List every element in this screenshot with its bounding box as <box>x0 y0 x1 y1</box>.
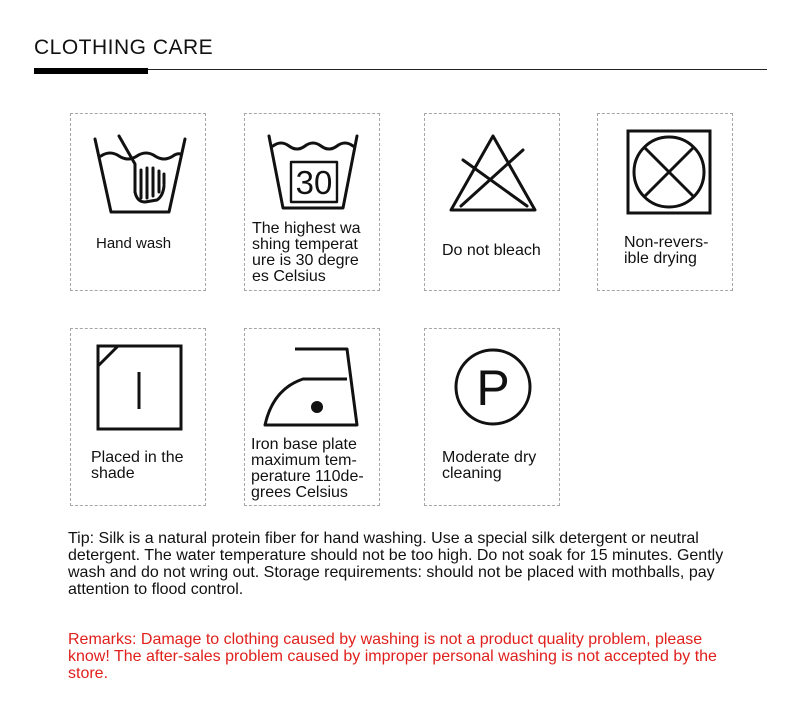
care-label: Non-revers- ible drying <box>624 234 709 267</box>
care-label: Moderate dry cleaning <box>442 449 537 482</box>
temperature-value: 30 <box>295 164 333 201</box>
care-card-hand-wash <box>70 113 206 291</box>
care-label: The highest wa shing temperat ure is 30 degre es Celsius <box>252 220 361 285</box>
do-not-bleach-icon <box>425 114 561 292</box>
section-title: CLOTHING CARE <box>34 36 214 59</box>
tip-text: Tip: Silk is a natural protein fiber for hand washing. Use a special silk detergent or neutral detergent. The water temperature should not be too high. Do not soak for 15 minutes. Gently wash and do not wring out. Storage requirements: should not be placed with mothballs, pay attention to flood control. <box>68 530 724 598</box>
care-card-dry-clean <box>424 328 560 506</box>
care-label: Iron base plate maximum tem- perature 110de- grees Celsius <box>251 436 364 501</box>
care-card-dry-in-shade <box>70 328 206 506</box>
care-label: Placed in the shade <box>91 449 184 482</box>
title-accent-bar <box>34 68 148 74</box>
care-card-iron <box>244 328 380 506</box>
care-card-non-reversible-drying <box>597 113 733 291</box>
dry-clean-letter: P <box>476 360 510 416</box>
care-card-wash-30 <box>244 113 380 291</box>
care-label: Hand wash <box>96 235 172 252</box>
remarks-text: Remarks: Damage to clothing caused by washing is not a product quality problem, please know! The after-sales problem caused by improper personal washing is not accepted by the store. <box>68 631 717 682</box>
hand-wash-icon <box>71 114 207 292</box>
care-card-do-not-bleach <box>424 113 560 291</box>
care-label: Do not bleach <box>442 242 541 259</box>
